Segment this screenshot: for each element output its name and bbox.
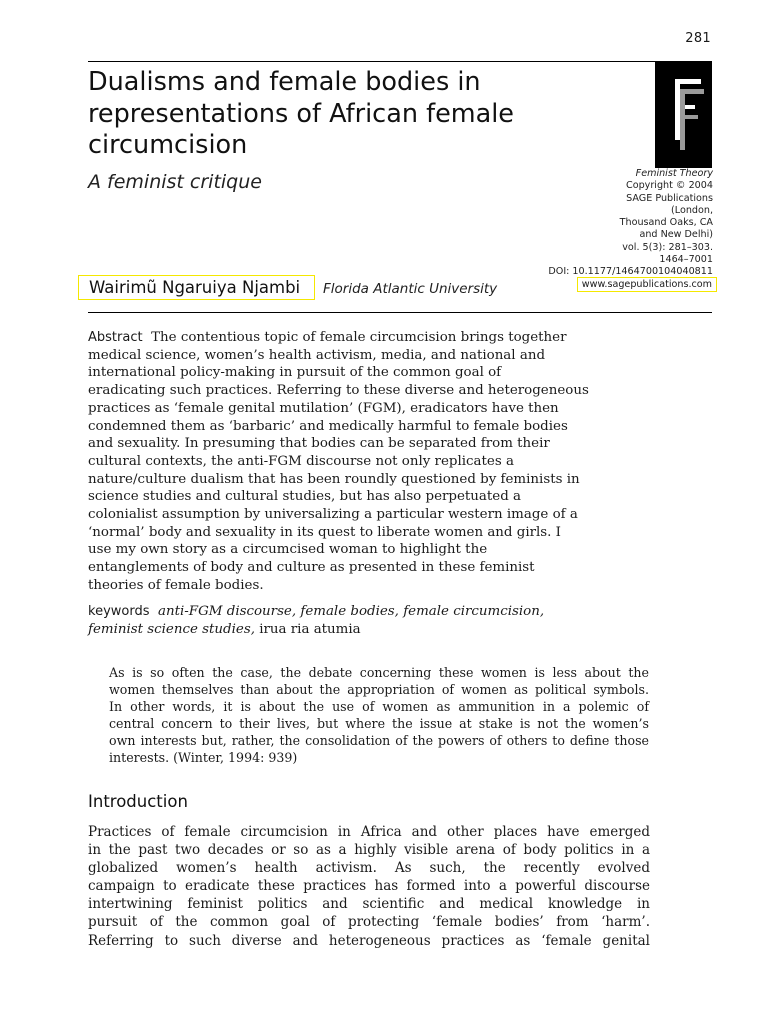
abstract (88, 329, 648, 595)
abstract-line: eradicating such practices. Referring to these diverse and heterogeneous (88, 383, 589, 399)
abstract-line: practices as ‘female genital mutilation’ (FGM), eradicators have then (88, 400, 559, 416)
body-line: pursuit of the common goal of protecting ‘female bodies’ from ‘harm’. (88, 914, 650, 931)
abstract-line: nature/culture dualism that has been roundly questioned by feminists in (88, 471, 580, 487)
author-name: Wairimũ Ngaruiya Njambi (89, 278, 301, 297)
meta-line: (London, (671, 204, 713, 216)
meta-line: SAGE Publications (626, 192, 713, 204)
body-line: globalized women’s health activism. As such, the recently evolved (88, 860, 650, 877)
epigraph (109, 665, 649, 766)
abstract-line: condemned them as ‘barbaric’ and medically harmful to female bodies (88, 418, 568, 434)
journal-metadata (548, 168, 713, 279)
page-number: 281 (685, 31, 711, 46)
journal-logo (655, 61, 712, 168)
meta-line: Copyright © 2004 (626, 180, 713, 192)
header-rule (88, 312, 712, 313)
section-heading: Introduction (88, 792, 188, 811)
journal-name: Feminist Theory (635, 168, 713, 179)
doi: DOI: 10.1177/1464700104040811 (548, 266, 713, 278)
body-line: intertwining feminist politics and scientific and medical knowledge in (88, 896, 650, 913)
abstract-line: use my own story as a circumcised woman to highlight the (88, 542, 488, 558)
body-line: Practices of female circumcision in Africa and other places have emerged (88, 824, 650, 840)
epigraph-line: central concern to their lives, but where the issue at stake is not the women’s (109, 715, 649, 731)
publisher-url-link[interactable]: www.sagepublications.com (577, 277, 717, 292)
abstract-line: ‘normal’ body and sexuality in its quest to liberate women and girls. I (88, 524, 561, 540)
abstract-line: cultural contexts, the anti-FGM discourse not only replicates a (88, 453, 514, 469)
epigraph-line: women themselves than about the appropriation of women as political symbols. (109, 681, 649, 697)
article-subtitle: A feminist critique (88, 171, 262, 193)
keywords-list: feminist science studies, (88, 621, 255, 637)
abstract-line: science studies and cultural studies, but has also perpetuated a (88, 489, 522, 505)
epigraph-line: As is so often the case, the debate concerning these women is less about the (109, 665, 649, 680)
meta-line: 1464–7001 (659, 254, 713, 266)
keywords-label: keywords (88, 604, 150, 619)
abstract-line: medical science, women’s health activism, media, and national and (88, 347, 546, 363)
epigraph-line: interests. (Winter, 1994: 939) (109, 749, 298, 765)
abstract-line: international policy-making in pursuit of the common goal of (88, 365, 502, 381)
abstract-line: and sexuality. In presuming that bodies can be separated from their (88, 436, 550, 452)
meta-line: and New Delhi) (639, 229, 713, 241)
top-rule (88, 61, 712, 62)
abstract-line: entanglements of body and culture as presented in these feminist (88, 560, 535, 576)
abstract-line: colonialist assumption by universalizing a particular western image of a (88, 507, 578, 523)
body-line: Referring to such diverse and heterogeneous practices as ‘female genital (88, 932, 650, 949)
title-line: circumcision (88, 130, 248, 160)
keywords (88, 603, 648, 638)
title-line: Dualisms and female bodies in (88, 67, 481, 97)
title-line: representations of African female (88, 98, 514, 129)
author-affiliation: Florida Atlantic University (323, 281, 498, 297)
epigraph-line: In other words, it is about the use of women as ammunition in a polemic of (109, 698, 649, 714)
keywords-list: anti-FGM discourse, female bodies, female circumcision, (158, 604, 545, 619)
abstract-line: The contentious topic of female circumcision brings together (151, 330, 567, 345)
meta-line: Thousand Oaks, CA (619, 217, 713, 229)
abstract-label: Abstract (88, 330, 143, 345)
body-paragraph (88, 823, 650, 950)
ff-logo-icon (655, 61, 712, 168)
article-title (88, 67, 628, 162)
abstract-line: theories of female bodies. (88, 577, 264, 593)
body-line: in the past two decades or so as a highly visible arena of body politics in a (88, 842, 650, 859)
epigraph-line: own interests but, rather, the consolidation of the powers of others to define those (109, 732, 649, 748)
meta-line: vol. 5(3): 281–303. (622, 241, 713, 253)
keywords-list: irua ria atumia (259, 621, 361, 637)
body-line: campaign to eradicate these practices has formed into a powerful discourse (88, 878, 650, 895)
